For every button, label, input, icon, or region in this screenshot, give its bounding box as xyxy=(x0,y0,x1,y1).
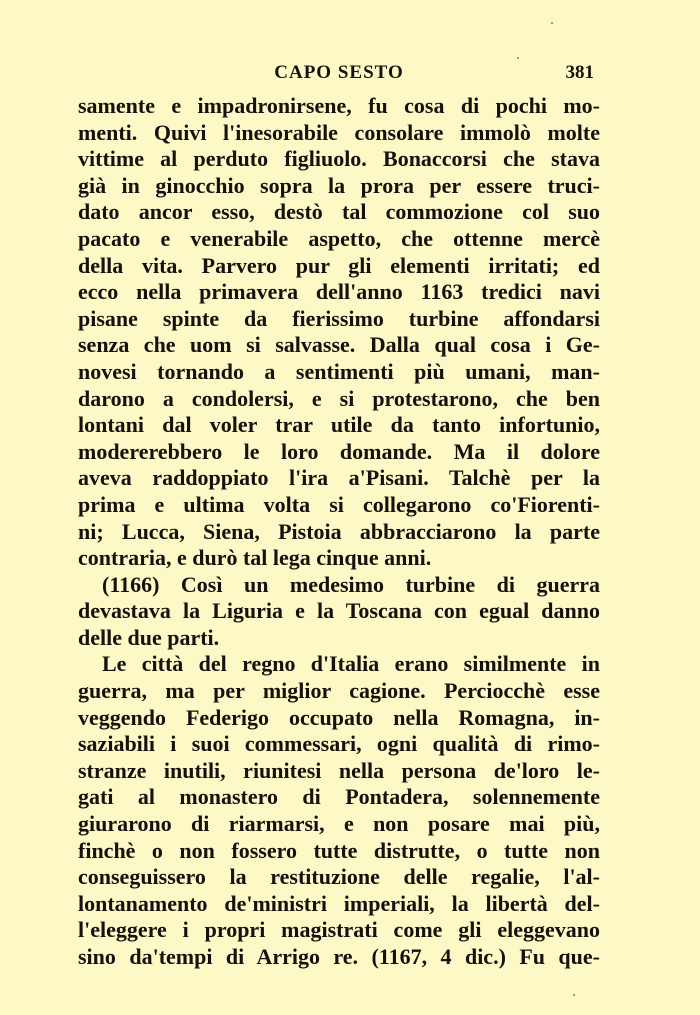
text-line: prima e ultima volta si collegarono co'Fiorenti- xyxy=(78,491,600,517)
text-line: delle due parti. xyxy=(78,624,220,650)
paper-speck xyxy=(551,22,553,24)
text-line: (1166) Così un medesimo turbine di guerra xyxy=(102,571,600,597)
text-line: lontani dal voler trar utile da tanto infortunio, xyxy=(78,412,600,438)
text-line: novesi tornando a sentimenti più umani, man- xyxy=(78,358,600,384)
text-line: pacato e venerabile aspetto, che ottenne mercè xyxy=(78,225,600,251)
text-line: Le città del regno d'Italia erano similmente in xyxy=(102,651,600,677)
text-line: saziabili i suoi commessari, ogni qualità di rimo- xyxy=(78,731,600,757)
page-number: 381 xyxy=(565,62,594,83)
text-line: aveva raddoppiato l'ira a'Pisani. Talchè per la xyxy=(78,465,600,491)
text-line: già in ginocchio sopra la prora per essere truci- xyxy=(78,172,600,198)
text-line: dato ancor esso, destò tal commozione col suo xyxy=(78,199,600,225)
paper-speck xyxy=(573,994,575,996)
text-line: vittime al perduto figliuolo. Bonaccorsi che stava xyxy=(78,146,600,172)
text-line: devastava la Liguria e la Toscana con egual danno xyxy=(78,598,600,624)
text-line: ecco nella primavera dell'anno 1163 tredici navi xyxy=(78,279,600,305)
text-line: giurarono di riarmarsi, e non posare mai più, xyxy=(78,811,600,837)
text-line: contraria, e durò tal lega cinque anni. xyxy=(78,545,432,571)
body-text xyxy=(78,93,600,971)
text-line: guerra, ma per miglior cagione. Perciocchè esse xyxy=(78,678,600,704)
text-line: conseguissero la restituzione delle regalie, l'al- xyxy=(78,864,600,890)
text-line: modererebbero le loro domande. Ma il dolore xyxy=(78,438,600,464)
running-head xyxy=(78,62,600,88)
text-line: l'eleggere i propri magistrati come gli eleggevano xyxy=(78,917,600,943)
text-line: finchè o non fossero tutte distrutte, o tutte non xyxy=(78,837,600,863)
text-line: lontanamento de'ministri imperiali, la libertà del- xyxy=(78,890,600,916)
paper-speck xyxy=(517,57,519,59)
text-line: senza che uom si salvasse. Dalla qual cosa i Ge- xyxy=(78,332,600,358)
text-line: ni; Lucca, Siena, Pistoia abbracciarono la parte xyxy=(78,518,600,544)
text-line: sino da'tempi di Arrigo re. (1167, 4 dic.) Fu que- xyxy=(78,944,600,969)
text-line: veggendo Federigo occupato nella Romagna, in- xyxy=(78,704,600,730)
text-line: della vita. Parvero pur gli elementi irritati; ed xyxy=(78,252,600,278)
text-line: stranze inutili, riunitesi nella persona de'loro le- xyxy=(78,757,600,783)
text-line: samente e impadronirsene, fu cosa di pochi mo- xyxy=(78,93,600,118)
chapter-title: CAPO SESTO xyxy=(274,62,404,83)
text-line: menti. Quivi l'inesorabile consolare immolò molte xyxy=(78,119,600,145)
text-line: darono a condolersi, e si protestarono, che ben xyxy=(78,385,600,411)
text-line: gati al monastero di Pontadera, solennemente xyxy=(78,784,600,810)
text-line: pisane spinte da fierissimo turbine affondarsi xyxy=(78,305,600,331)
